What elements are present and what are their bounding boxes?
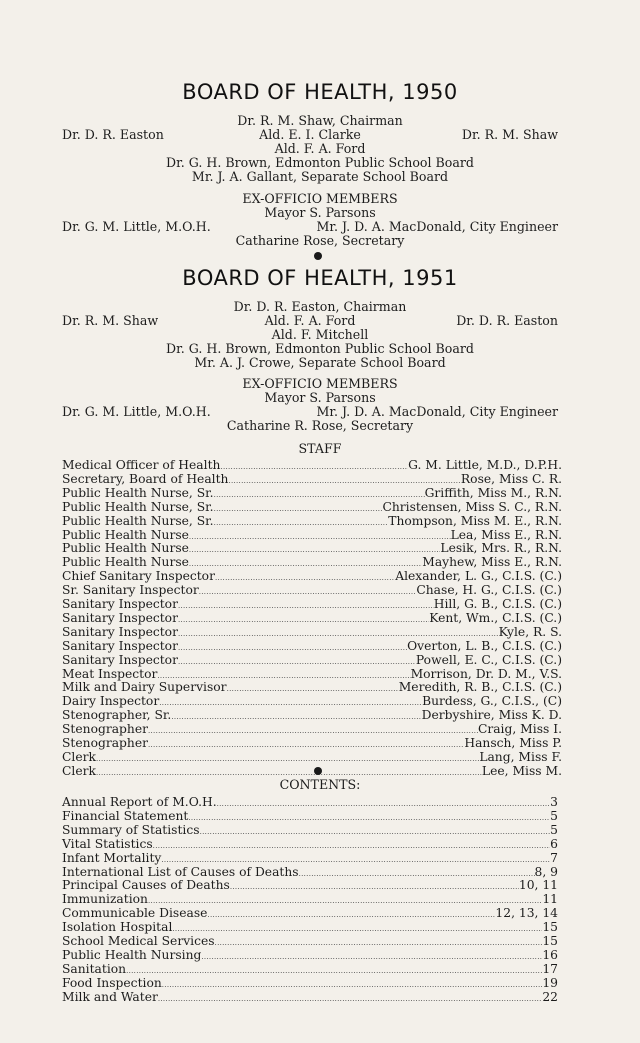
staff-name: Mayhew, Miss E., R.N. (422, 555, 562, 570)
board-1950-line1: Dr. G. H. Brown, Edmonton Public School Board (166, 155, 474, 170)
staff-name: Hill, G. B., C.I.S. (C.) (433, 597, 562, 611)
staff-position: Stenographer, Sr. (62, 708, 172, 723)
contents-row (62, 948, 558, 962)
staff-name: Kyle, R. S. (498, 624, 562, 639)
contents-row (62, 795, 558, 809)
staff-name: Overton, L. B., C.I.S. (C.) (407, 638, 562, 653)
contents-page-number: 11 (542, 892, 558, 907)
staff-position: Stenographer (62, 736, 148, 750)
staff-name: Kent, Wm., C.I.S. (C.) (429, 610, 562, 625)
contents-title: School Medical Services (62, 934, 215, 948)
staff-row (62, 653, 562, 667)
board-1950-member-left: Dr. D. R. Easton (62, 127, 164, 142)
contents-page-number: 6 (550, 836, 558, 851)
staff-position: Clerk (62, 763, 96, 778)
staff-row (62, 486, 562, 500)
staff-position: Sanitary Inspector (62, 624, 178, 639)
contents-row (62, 976, 558, 990)
staff-name: Craig, Miss I. (477, 722, 562, 737)
contents-row (62, 865, 558, 879)
staff-name: Derbyshire, Miss K. D. (421, 708, 562, 723)
staff-row (62, 694, 562, 708)
board-1951-ex-left: Dr. G. M. Little, M.O.H. (62, 404, 211, 419)
contents-title: Vital Statistics (62, 836, 153, 851)
contents-title: Immunization (62, 892, 148, 907)
staff-position: Sanitary Inspector (62, 597, 178, 611)
staff-position: Public Health Nurse, Sr. (62, 513, 214, 528)
staff-position: Secretary, Board of Health (62, 471, 229, 486)
staff-position: Sr. Sanitary Inspector (62, 583, 199, 598)
contents-page-number: 12, 13, 14 (495, 906, 558, 921)
staff-position: Public Health Nurse (62, 555, 189, 570)
staff-row (62, 500, 562, 514)
staff-row (62, 680, 562, 694)
staff-position: Public Health Nurse (62, 541, 189, 556)
contents-row (62, 823, 558, 837)
contents-page-number: 5 (550, 808, 558, 823)
contents-page-number: 15 (542, 920, 558, 935)
board-1950-exofficio-row (62, 219, 558, 234)
board-1950-ald2: Ald. F. A. Ford (274, 141, 366, 156)
board-1951-mayor: Mayor S. Parsons (264, 390, 376, 405)
contents-title: Public Health Nursing (62, 947, 202, 962)
contents-row (62, 809, 558, 823)
staff-row (62, 750, 562, 764)
staff-row (62, 764, 562, 778)
staff-row (62, 458, 562, 472)
staff-row (62, 555, 562, 569)
section-bullet-icon (314, 252, 322, 260)
contents-page-number: 19 (542, 975, 558, 990)
contents-row (62, 892, 558, 906)
staff-position: Public Health Nurse, Sr. (62, 499, 214, 514)
contents-row (62, 934, 558, 948)
board-1950-ex-left: Dr. G. M. Little, M.O.H. (62, 219, 211, 234)
staff-row (62, 514, 562, 528)
staff-position: Dairy Inspector (62, 694, 160, 709)
contents-title: Food Inspection (62, 975, 162, 990)
staff-row (62, 639, 562, 653)
staff-position: Public Health Nurse (62, 527, 189, 542)
staff-row (62, 541, 562, 555)
board-1951-ald2: Ald. F. Mitchell (271, 327, 369, 342)
contents-title: Financial Statement (62, 808, 189, 823)
contents-row (62, 837, 558, 851)
contents-title: Sanitation (62, 961, 127, 976)
contents-title: Communicable Disease (62, 906, 208, 921)
contents-row (62, 920, 558, 934)
board-1951-members-row (62, 313, 558, 328)
staff-position: Sanitary Inspector (62, 610, 178, 625)
board-1950-title: BOARD OF HEALTH, 1950 (182, 80, 458, 104)
staff-name: Meredith, R. B., C.I.S. (C.) (398, 680, 562, 695)
staff-name: Chase, H. G., C.I.S. (C.) (416, 583, 562, 598)
staff-row (62, 722, 562, 736)
staff-position: Sanitary Inspector (62, 638, 178, 653)
section-bullet-icon (314, 767, 322, 775)
contents-page-number: 8, 9 (534, 864, 558, 879)
staff-name: Lee, Miss M. (481, 763, 562, 778)
contents-title: Annual Report of M.O.H. (62, 795, 217, 809)
staff-name: Griffith, Miss M., R.N. (424, 485, 562, 500)
board-1951-member-right: Dr. D. R. Easton (456, 313, 558, 328)
staff-name: Lang, Miss F. (479, 749, 562, 764)
contents-page-number: 17 (542, 961, 558, 976)
board-1950-member-center: Ald. E. I. Clarke (259, 127, 361, 142)
staff-name: Hansch, Miss P. (464, 736, 562, 750)
staff-name: Powell, E. C., C.I.S. (C.) (415, 652, 562, 667)
board-1951-title: BOARD OF HEALTH, 1951 (182, 266, 458, 290)
staff-position: Sanitary Inspector (62, 652, 178, 667)
staff-row (62, 528, 562, 542)
contents-title: Isolation Hospital (62, 920, 173, 935)
staff-name: Burdess, G., C.I.S., (C) (422, 694, 562, 709)
staff-row (62, 569, 562, 583)
staff-row (62, 708, 562, 722)
board-1951-ex-right: Mr. J. D. A. MacDonald, City Engineer (316, 404, 558, 419)
staff-position: Stenographer (62, 722, 148, 737)
contents-heading: CONTENTS: (279, 777, 361, 792)
board-1950-exofficio-heading: EX-OFFICIO MEMBERS (242, 191, 398, 206)
board-1951-exofficio-row (62, 404, 558, 419)
contents-page-number: 7 (550, 850, 558, 865)
board-1951-member-left: Dr. R. M. Shaw (62, 313, 159, 328)
contents-title: Milk and Water (62, 989, 158, 1004)
board-1951-exofficio-heading: EX-OFFICIO MEMBERS (242, 376, 398, 391)
staff-heading: STAFF (298, 441, 342, 456)
staff-row (62, 597, 562, 611)
staff-position: Milk and Dairy Supervisor (62, 680, 227, 695)
staff-position: Public Health Nurse, Sr. (62, 485, 214, 500)
staff-row (62, 472, 562, 486)
staff-row (62, 667, 562, 681)
staff-row (62, 611, 562, 625)
staff-name: Alexander, L. G., C.I.S. (C.) (395, 569, 562, 584)
board-1950-secretary: Catharine Rose, Secretary (235, 233, 405, 248)
staff-row (62, 625, 562, 639)
contents-row (62, 851, 558, 865)
staff-position: Chief Sanitary Inspector (62, 569, 215, 584)
staff-position: Clerk (62, 749, 96, 764)
contents-title: Principal Causes of Deaths (62, 878, 230, 893)
staff-name: Lesik, Mrs. R., R.N. (440, 541, 562, 556)
contents-page-number: 16 (542, 947, 558, 962)
board-1950-chairman: Dr. R. M. Shaw, Chairman (237, 113, 403, 128)
contents-title: Summary of Statistics (62, 822, 200, 837)
staff-name: Lea, Miss E., R.N. (450, 527, 562, 542)
board-1951-chairman: Dr. D. R. Easton, Chairman (233, 299, 407, 314)
staff-row (62, 583, 562, 597)
board-1950-line2: Mr. J. A. Gallant, Separate School Board (191, 169, 449, 184)
staff-name: Thompson, Miss M. E., R.N. (388, 513, 562, 528)
contents-page-number: 15 (542, 934, 558, 948)
contents-page-number: 5 (550, 822, 558, 837)
contents-page-number: 22 (542, 989, 558, 1004)
board-1951-member-center: Ald. F. A. Ford (264, 313, 356, 328)
board-1951-line2: Mr. A. J. Crowe, Separate School Board (194, 355, 446, 370)
contents-row (62, 990, 558, 1004)
contents-title: International List of Causes of Deaths (62, 864, 299, 879)
staff-row (62, 736, 562, 750)
contents-row (62, 962, 558, 976)
board-1950-mayor: Mayor S. Parsons (264, 205, 376, 220)
staff-name: G. M. Little, M.D., D.P.H. (408, 458, 562, 472)
staff-name: Christensen, Miss S. C., R.N. (382, 499, 562, 514)
board-1951-secretary: Catharine R. Rose, Secretary (226, 418, 414, 433)
contents-page-number: 3 (550, 795, 558, 809)
board-1950-member-right: Dr. R. M. Shaw (461, 127, 558, 142)
staff-name: Morrison, Dr. D. M., V.S. (410, 666, 562, 681)
contents-row (62, 906, 558, 920)
contents-page-number: 10, 11 (518, 878, 558, 893)
board-1950-ex-right: Mr. J. D. A. MacDonald, City Engineer (316, 219, 558, 234)
staff-position: Meat Inspector (62, 666, 158, 681)
board-1950-members-row (62, 127, 558, 142)
staff-name: Rose, Miss C. R. (460, 471, 562, 486)
contents-row (62, 878, 558, 892)
dot-leader (158, 992, 542, 1006)
board-1951-line1: Dr. G. H. Brown, Edmonton Public School Board (166, 341, 474, 356)
staff-position: Medical Officer of Health (62, 458, 221, 472)
contents-title: Infant Mortality (62, 850, 162, 865)
